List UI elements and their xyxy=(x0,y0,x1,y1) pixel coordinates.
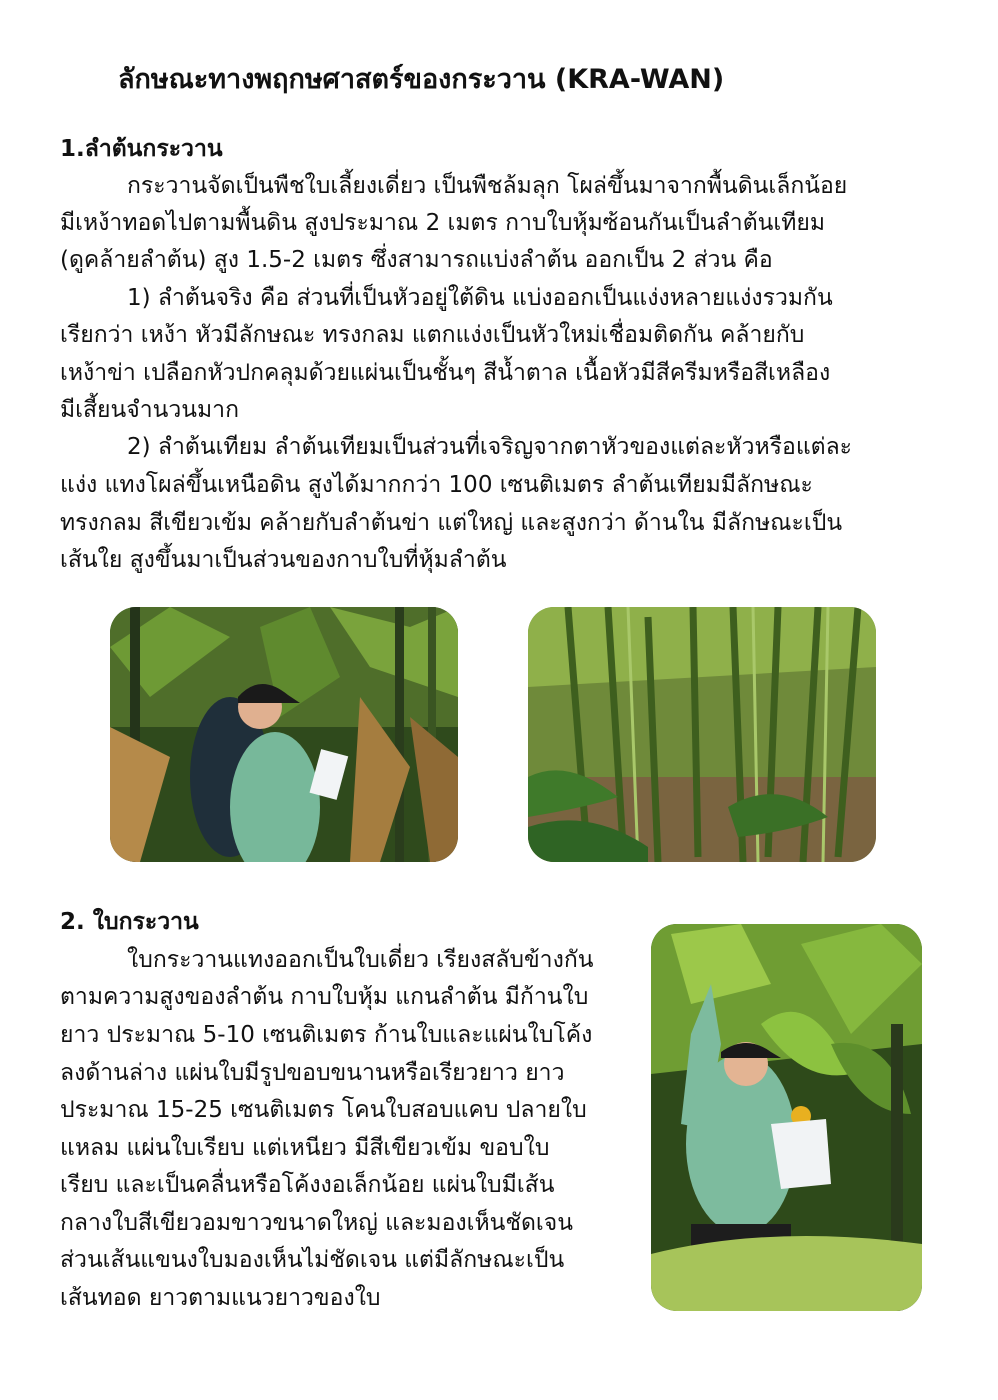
section1-line: แง่ง แทงโผล่ขึ้นเหนือดิน สูงได้มากกว่า 100 เซนติเมตร ลำต้นเทียมมีลักษณะ xyxy=(60,472,813,498)
photo-researcher-taking-notes xyxy=(110,607,458,862)
section2-line: ใบกระวานแทงออกเป็นใบเดี่ยว เรียงสลับข้างกัน xyxy=(127,947,594,973)
photo-researcher-measuring-leaf xyxy=(651,924,922,1311)
section2-line: แหลม แผ่นใบเรียบ แต่เหนียว มีสีเขียวเข้ม ขอบใบ xyxy=(60,1135,550,1161)
section2-line: ยาว ประมาณ 5-10 เซนติเมตร ก้านใบและแผ่นใบโค้ง xyxy=(60,1022,593,1048)
section2-heading: 2. ใบกระวาน xyxy=(60,909,199,935)
section1-line: ทรงกลม สีเขียวเข้ม คล้ายกับลำต้นข่า แต่ใหญ่ และสูงกว่า ด้านใน มีลักษณะเป็น xyxy=(60,510,843,536)
section1-line: (ดูคล้ายลำต้น) สูง 1.5-2 เมตร ซึ่งสามารถแบ่งลำต้น ออกเป็น 2 ส่วน คือ xyxy=(60,247,773,273)
section1-heading: 1.ลำต้นกระวาน xyxy=(60,136,223,162)
section1-line: เรียกว่า เหง้า หัวมีลักษณะ ทรงกลม แตกแง่งเป็นหัวใหม่เชื่อมติดกัน คล้ายกับ xyxy=(60,322,805,348)
section2-line: เส้นทอด ยาวตามแนวยาวของใบ xyxy=(60,1285,381,1311)
section2-line: ลงด้านล่าง แผ่นใบมีรูปขอบขนานหรือเรียวยาว ยาว xyxy=(60,1060,565,1086)
section2-line: เรียบ และเป็นคลื่นหรือโค้งงอเล็กน้อย แผ่นใบมีเส้น xyxy=(60,1172,555,1198)
section1-line: กระวานจัดเป็นพืชใบเลี้ยงเดี่ยว เป็นพืชล้มลุก โผล่ขึ้นมาจากพื้นดินเล็กน้อย xyxy=(127,173,848,199)
section1-line: มีเสี้ยนจำนวนมาก xyxy=(60,397,240,423)
section1-line: เส้นใย สูงขึ้นมาเป็นส่วนของกาบใบที่หุ้มลำต้น xyxy=(60,547,507,573)
section1-line: มีเหง้าทอดไปตามพื้นดิน สูงประมาณ 2 เมตร กาบใบหุ้มซ้อนกันเป็นลำต้นเทียม xyxy=(60,210,826,236)
section2-line: ตามความสูงของลำต้น กาบใบหุ้ม แกนลำต้น มีก้านใบ xyxy=(60,984,589,1010)
section2-line: ประมาณ 15-25 เซนติเมตร โคนใบสอบแคบ ปลายใบ xyxy=(60,1097,587,1123)
section1-line: เหง้าข่า เปลือกหัวปกคลุมด้วยแผ่นเป็นชั้นๆ สีน้ำตาล เนื้อหัวมีสีครีมหรือสีเหลือง xyxy=(60,360,831,386)
photo-cardamom-stems xyxy=(528,607,876,862)
section2-line: กลางใบสีเขียวอมขาวขนาดใหญ่ และมองเห็นชัดเจน xyxy=(60,1210,573,1236)
page-title: ลักษณะทางพฤกษศาสตร์ของกระวาน (KRA-WAN) xyxy=(118,64,725,95)
section2-line: ส่วนเส้นแขนงใบมองเห็นไม่ชัดเจน แต่มีลักษณะเป็น xyxy=(60,1247,565,1273)
section1-line: 2) ลำต้นเทียม ลำต้นเทียมเป็นส่วนที่เจริญจากตาหัวของแต่ละหัวหรือแต่ละ xyxy=(127,434,853,460)
section1-line: 1) ลำต้นจริง คือ ส่วนที่เป็นหัวอยู่ใต้ดิน แบ่งออกเป็นแง่งหลายแง่งรวมกัน xyxy=(127,285,833,311)
